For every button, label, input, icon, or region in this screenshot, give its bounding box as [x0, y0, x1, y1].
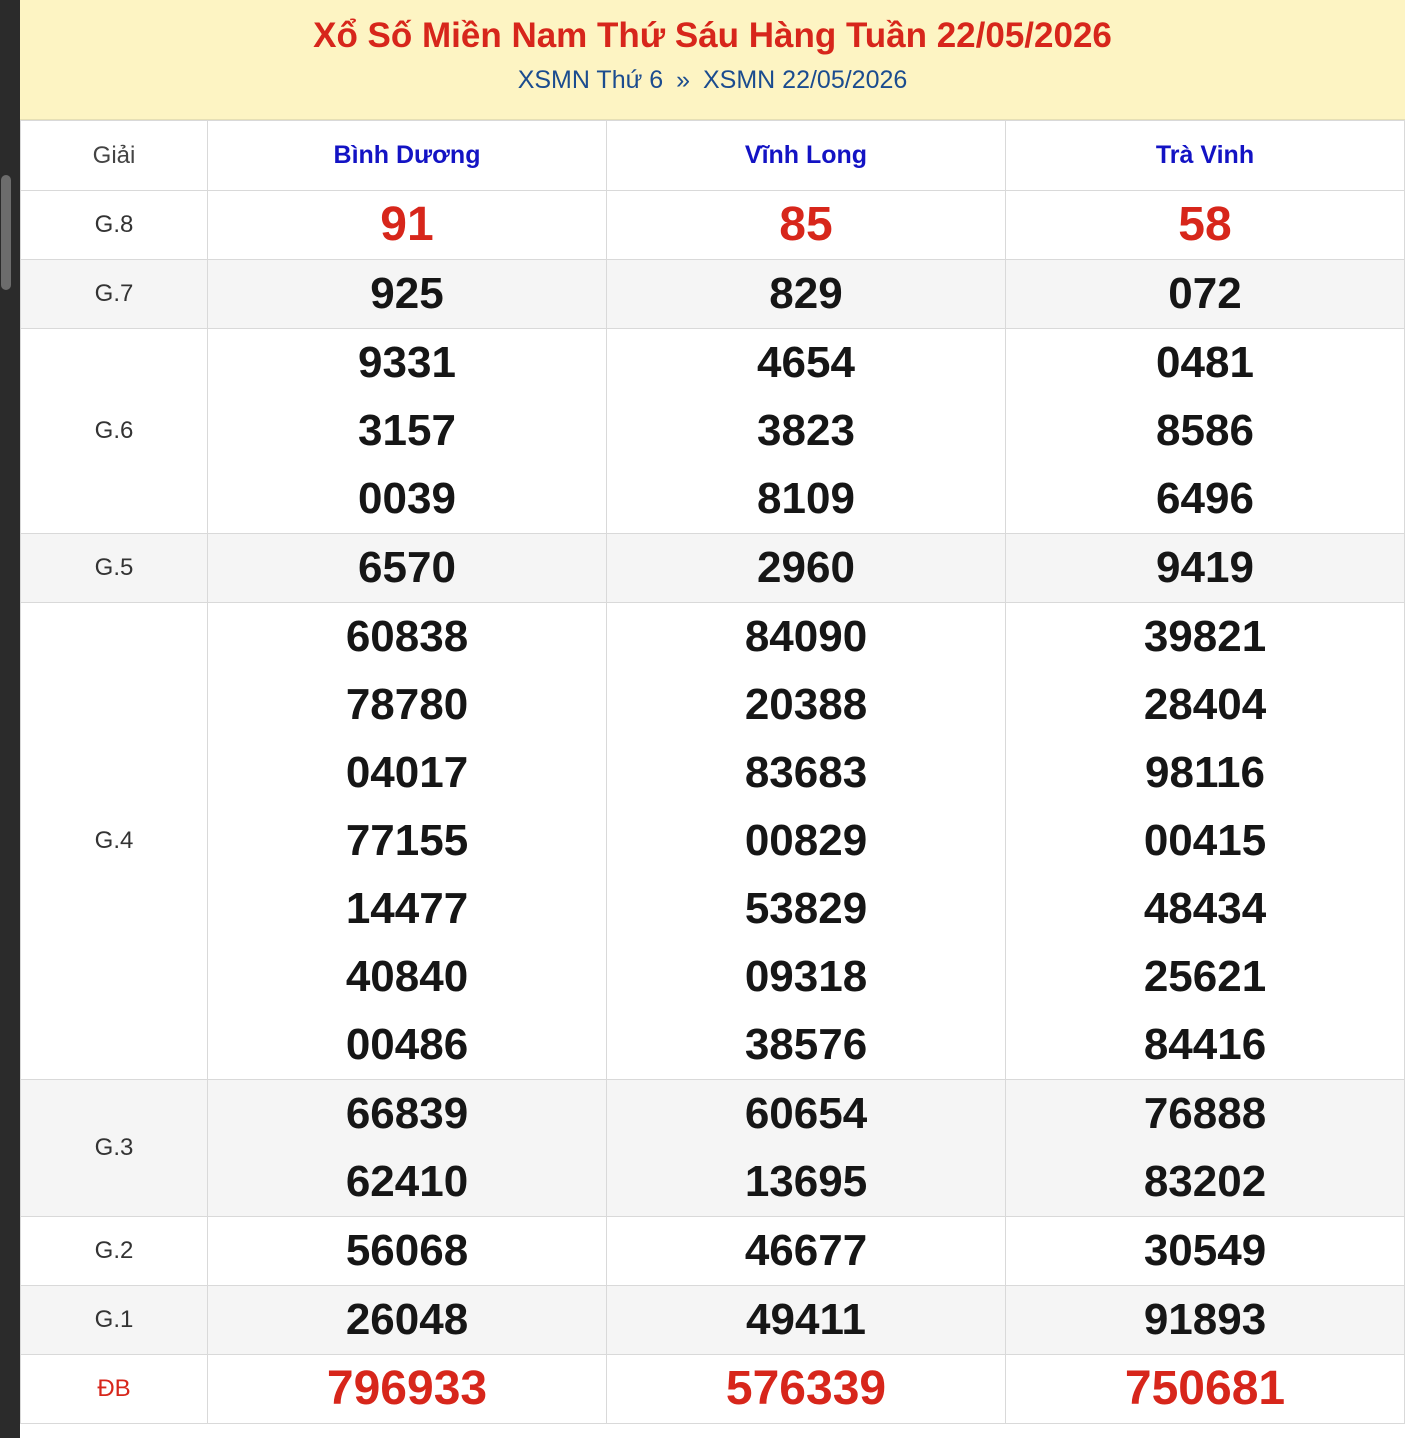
result-cell-binh-duong: [208, 260, 607, 329]
table-row: [21, 191, 1405, 260]
result-cell-binh-duong: [208, 191, 607, 260]
page-title: Xổ Số Miền Nam Thứ Sáu Hàng Tuần 22/05/2026: [313, 16, 1112, 55]
prize-number: 53829: [744, 884, 868, 933]
prize-number: 14477: [345, 884, 469, 933]
table-row: [21, 1286, 1405, 1355]
prize-number: 00829: [744, 816, 868, 865]
prize-number: 91: [380, 198, 434, 251]
result-cell-tra-vinh: [1006, 603, 1405, 1080]
province-header-vinh-long[interactable]: Vĩnh Long: [607, 121, 1006, 191]
prize-number: 30549: [1143, 1226, 1267, 1275]
window-edge: [0, 0, 20, 1438]
prize-number: 20388: [744, 680, 868, 729]
prize-number: 13695: [744, 1157, 868, 1206]
special-prize-number: 750681: [1124, 1362, 1286, 1415]
result-cell-binh-duong: [208, 603, 607, 1080]
table-row: [21, 1217, 1405, 1286]
prize-number: 83202: [1143, 1157, 1267, 1206]
prize-number: 84090: [744, 612, 868, 661]
breadcrumb-link-date[interactable]: XSMN 22/05/2026: [703, 66, 908, 94]
results-table: [20, 120, 1405, 1424]
table-row: [21, 329, 1405, 534]
prize-number: 09318: [744, 952, 868, 1001]
prize-label: G.3: [21, 1080, 208, 1217]
breadcrumb-link-weekday[interactable]: XSMN Thứ 6: [517, 66, 664, 94]
result-cell-binh-duong: [208, 1355, 607, 1424]
special-prize-number: 576339: [725, 1362, 887, 1415]
prize-number: 62410: [345, 1157, 469, 1206]
prize-number: 0039: [358, 474, 456, 523]
table-header-row: [21, 121, 1405, 191]
prize-number: 83683: [744, 748, 868, 797]
prize-number: 40840: [345, 952, 469, 1001]
prize-number: 6496: [1156, 474, 1254, 523]
result-cell-tra-vinh: [1006, 260, 1405, 329]
prize-number: 3823: [757, 406, 855, 455]
prize-label: G.1: [21, 1286, 208, 1355]
prize-number: 85: [779, 198, 833, 251]
prize-column-header: Giải: [21, 121, 208, 191]
prize-number: 9419: [1156, 543, 1254, 592]
prize-number: 26048: [345, 1295, 469, 1344]
breadcrumb-separator: »: [676, 66, 691, 94]
results-panel: [20, 0, 1405, 1438]
prize-number: 66839: [345, 1089, 469, 1138]
prize-number: 84416: [1143, 1020, 1267, 1069]
prize-number: 4654: [757, 338, 855, 387]
prize-number: 8586: [1156, 406, 1254, 455]
prize-number: 56068: [345, 1226, 469, 1275]
result-cell-tra-vinh: [1006, 329, 1405, 534]
prize-label: G.7: [21, 260, 208, 329]
result-cell-vinh-long: [607, 1286, 1006, 1355]
prize-number: 072: [1168, 269, 1242, 318]
prize-label: G.5: [21, 534, 208, 603]
prize-number: 25621: [1143, 952, 1267, 1001]
table-row: [21, 1080, 1405, 1217]
result-cell-tra-vinh: [1006, 1355, 1405, 1424]
table-row: [21, 260, 1405, 329]
prize-number: 78780: [345, 680, 469, 729]
prize-number: 60838: [345, 612, 469, 661]
result-cell-binh-duong: [208, 534, 607, 603]
prize-number: 58: [1178, 198, 1232, 251]
result-cell-binh-duong: [208, 1286, 607, 1355]
province-header-binh-duong[interactable]: Bình Dương: [208, 121, 607, 191]
result-cell-vinh-long: [607, 534, 1006, 603]
prize-label: G.6: [21, 329, 208, 534]
prize-number: 2960: [757, 543, 855, 592]
result-cell-binh-duong: [208, 1217, 607, 1286]
prize-number: 38576: [744, 1020, 868, 1069]
result-cell-tra-vinh: [1006, 1286, 1405, 1355]
prize-number: 28404: [1143, 680, 1267, 729]
table-row: [21, 534, 1405, 603]
prize-number: 925: [370, 269, 444, 318]
result-cell-vinh-long: [607, 1080, 1006, 1217]
result-cell-tra-vinh: [1006, 191, 1405, 260]
prize-number: 49411: [746, 1295, 866, 1344]
result-cell-tra-vinh: [1006, 1080, 1405, 1217]
prize-number: 77155: [345, 816, 469, 865]
table-row: [21, 1355, 1405, 1424]
breadcrumb: [20, 64, 1405, 96]
scrollbar-thumb[interactable]: [1, 175, 11, 290]
prize-label: ĐB: [21, 1355, 208, 1424]
prize-number: 46677: [744, 1226, 868, 1275]
prize-number: 0481: [1156, 338, 1254, 387]
prize-number: 04017: [345, 748, 469, 797]
result-cell-vinh-long: [607, 1355, 1006, 1424]
special-prize-number: 796933: [326, 1362, 488, 1415]
prize-number: 00415: [1143, 816, 1267, 865]
prize-number: 98116: [1145, 748, 1265, 797]
province-header-tra-vinh[interactable]: Trà Vinh: [1006, 121, 1405, 191]
prize-number: 91893: [1143, 1295, 1267, 1344]
prize-label: G.8: [21, 191, 208, 260]
prize-number: 829: [769, 269, 843, 318]
result-cell-binh-duong: [208, 1080, 607, 1217]
results-header: [20, 0, 1405, 120]
prize-number: 00486: [345, 1020, 469, 1069]
prize-number: 8109: [757, 474, 855, 523]
prize-label: G.2: [21, 1217, 208, 1286]
prize-number: 76888: [1143, 1089, 1267, 1138]
result-cell-vinh-long: [607, 191, 1006, 260]
result-cell-tra-vinh: [1006, 534, 1405, 603]
prize-number: 3157: [358, 406, 456, 455]
prize-number: 6570: [358, 543, 456, 592]
result-cell-vinh-long: [607, 603, 1006, 1080]
prize-label: G.4: [21, 603, 208, 1080]
prize-number: 39821: [1143, 612, 1267, 661]
prize-number: 60654: [744, 1089, 868, 1138]
result-cell-binh-duong: [208, 329, 607, 534]
result-cell-vinh-long: [607, 260, 1006, 329]
result-cell-vinh-long: [607, 329, 1006, 534]
table-row: [21, 603, 1405, 1080]
result-cell-tra-vinh: [1006, 1217, 1405, 1286]
prize-number: 48434: [1143, 884, 1267, 933]
prize-number: 9331: [358, 338, 456, 387]
result-cell-vinh-long: [607, 1217, 1006, 1286]
results-body: [21, 191, 1405, 1424]
